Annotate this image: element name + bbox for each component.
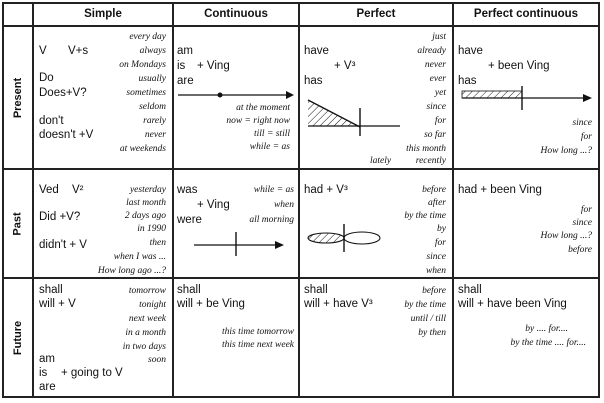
form-do: Do (39, 72, 54, 84)
header-perfect: Perfect (356, 8, 396, 20)
header-divider (4, 25, 598, 27)
marker: then (149, 238, 166, 248)
marker: for (434, 238, 446, 248)
marker: after (428, 198, 446, 208)
form-were: were (177, 214, 202, 226)
marker: by the time (404, 300, 446, 310)
marker: never (424, 60, 446, 70)
present-perfect-continuous-diagram (458, 84, 594, 110)
marker: for (434, 116, 446, 126)
marker: since (572, 218, 592, 228)
form-was: was (177, 184, 198, 196)
marker: sometimes (126, 88, 166, 98)
form-is: is (177, 60, 186, 72)
marker: until / till (410, 314, 446, 324)
form-been-ving: + been Ving (488, 60, 550, 72)
form-shall: shall (177, 284, 201, 296)
form-are: are (39, 381, 56, 393)
form-v-plus-s: V+s (68, 45, 89, 57)
form-had-been-ving: had + been Ving (458, 184, 542, 196)
form-am: am (39, 353, 55, 365)
col-divider-label (32, 4, 34, 396)
past-perfect-diagram (304, 222, 390, 254)
form-shall: shall (39, 284, 63, 296)
col-divider-continuous (298, 4, 300, 396)
present-continuous-timeline (176, 88, 296, 102)
form-are: are (177, 75, 194, 87)
row-label-past: Past (12, 211, 24, 236)
marker: for (580, 132, 592, 142)
form-does: Does+V? (39, 87, 87, 99)
marker: this time next week (221, 340, 294, 350)
header-continuous: Continuous (204, 8, 268, 20)
form-have: have (458, 45, 483, 57)
marker: in 1990 (137, 224, 166, 234)
marker: always (139, 46, 166, 56)
form-will-v: will + V (39, 298, 76, 310)
form-has: has (304, 75, 323, 87)
marker: at the moment (236, 103, 290, 113)
form-v: V (39, 45, 47, 57)
form-has: has (458, 75, 477, 87)
marker: in two days (122, 342, 166, 352)
marker: while = as (249, 142, 290, 152)
marker: usually (138, 74, 166, 84)
marker: for (580, 205, 592, 215)
header-simple: Simple (84, 8, 122, 20)
row-label-future: Future (12, 320, 25, 355)
marker: when (273, 200, 294, 210)
tenses-table (2, 2, 600, 398)
marker: already (417, 46, 446, 56)
marker: before (568, 245, 592, 255)
marker: when I was ... (113, 252, 166, 262)
form-ving: + Ving (197, 199, 230, 211)
form-am: am (177, 45, 193, 57)
marker: so far (424, 130, 446, 140)
form-have: have (304, 45, 329, 57)
marker: now = right now (226, 116, 290, 126)
form-didnt: didn't + V (39, 239, 87, 251)
marker: recently (415, 156, 446, 166)
marker: since (572, 118, 592, 128)
marker: before (422, 185, 446, 195)
marker: by (437, 224, 446, 234)
marker: in a month (125, 328, 166, 338)
present-perfect-diagram (304, 92, 404, 136)
form-will-have-been-ving: will + have been Ving (458, 298, 567, 310)
form-is: is (39, 367, 48, 379)
col-divider-simple (172, 4, 174, 396)
col-divider-perfect (452, 4, 454, 396)
marker: next week (128, 314, 166, 324)
marker: by the time (404, 211, 446, 221)
marker: lately (370, 156, 392, 166)
marker: at weekends (119, 144, 166, 154)
marker: this time tomorrow (222, 327, 294, 337)
marker: since (426, 252, 446, 262)
row-divider-past-future (4, 277, 598, 279)
form-v3: + V³ (334, 60, 356, 72)
marker: yesterday (129, 185, 166, 195)
marker: soon (148, 355, 166, 365)
form-did: Did +V? (39, 211, 81, 223)
marker: How long ...? (540, 146, 592, 156)
form-had-v3: had + V³ (304, 184, 348, 196)
form-will-have-v3: will + have V³ (304, 298, 373, 310)
marker: tonight (139, 300, 166, 310)
row-divider-present-past (4, 168, 598, 170)
marker: last month (126, 198, 166, 208)
marker: till = still (254, 129, 290, 139)
marker: by then (418, 328, 446, 338)
marker: all morning (249, 215, 294, 225)
row-label-present: Present (12, 77, 25, 118)
marker: seldom (139, 102, 166, 112)
marker: rarely (143, 116, 166, 126)
marker: every day (129, 32, 166, 42)
form-doesnt: doesn't +V (39, 129, 94, 141)
form-ved: Ved (39, 184, 59, 196)
marker: when (425, 266, 446, 276)
marker: 2 days ago (124, 211, 166, 221)
marker: How long ago ...? (97, 266, 166, 276)
form-v2: V² (72, 184, 84, 196)
form-dont: don't (39, 115, 64, 127)
form-going-to-v: + going to V (61, 367, 123, 379)
marker: since (426, 102, 446, 112)
header-perfect-continuous: Perfect continuous (473, 8, 579, 20)
marker: tomorrow (128, 286, 166, 296)
past-continuous-timeline (190, 230, 286, 256)
form-will-be-ving: will + be Ving (177, 298, 245, 310)
marker: before (422, 286, 446, 296)
marker: never (144, 130, 166, 140)
form-shall: shall (304, 284, 328, 296)
marker: this month (406, 144, 446, 154)
marker: on Mondays (119, 60, 166, 70)
form-shall: shall (458, 284, 482, 296)
marker: by the time .... for.... (510, 338, 586, 348)
marker: yet (434, 88, 446, 98)
marker: while = as (253, 185, 294, 195)
marker: ever (429, 74, 446, 84)
form-ving: + Ving (197, 60, 230, 72)
marker: How long ...? (540, 231, 592, 241)
marker: just (432, 32, 446, 42)
marker: by .... for.... (525, 324, 568, 334)
